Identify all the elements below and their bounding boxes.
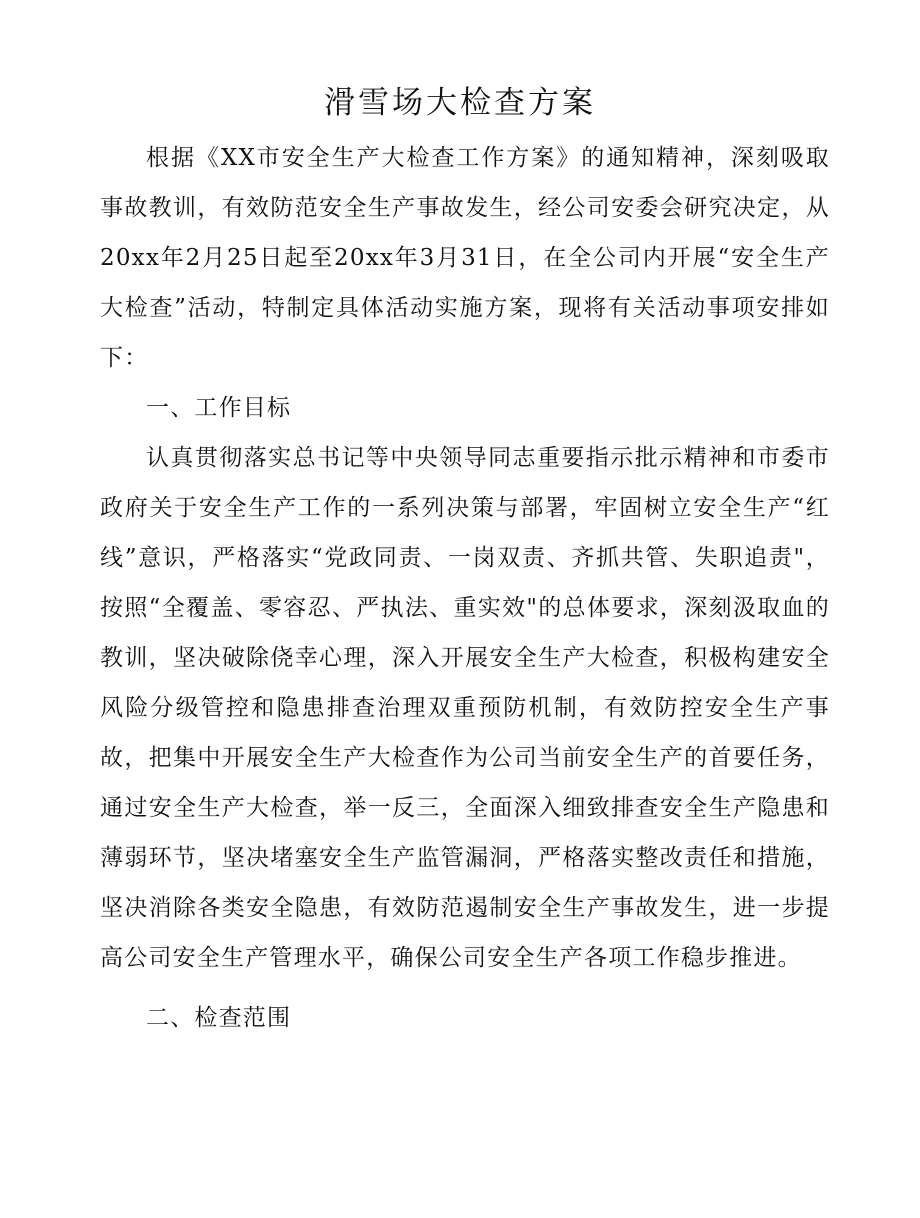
document-title: 滑雪场大检查方案: [324, 85, 596, 121]
section-heading-work-goal: 一、工作目标: [146, 395, 292, 421]
work-goal-paragraph: 认真贯彻落实总书记等中央领导同志重要指示批示精神和市委市政府关于安全生产工作的一系列决策与部署，牢固树立安全生产“红线”意识，严格落实“党政同责、一岗双责、齐抓共管、失职追责"，按照“全覆盖、零容忍、严执法、重实效"的总体要求，深刻汲取血的教训，坚决破除侥幸心理，深入开展安全生产大检查，积极构建安全风险分级管控和隐患排查治理双重预防机制，有效防控安全生产事故，把集中开展安全生产大检查作为公司当前安全生产的首要任务，通过安全生产大检查，举一反三，全面深入细致排查安全生产隐患和薄弱环节，坚决堵塞安全生产监管漏洞，严格落实整改责任和措施，坚决消除各类安全隐患，有效防范遏制安全生产事故发生，进一步提高公司安全生产管理水平，确保公司安全生产各项工作稳步推进。: [100, 445, 830, 971]
section-heading-inspection-scope: 二、检查范围: [146, 1005, 292, 1031]
document-body: [100, 133, 830, 1043]
intro-paragraph: 根据《XX市安全生产大检查工作方案》的通知精神，深刻吸取事故教训，有效防范安全生产事故发生，经公司安委会研究决定，从20xx年2月25日起至20xx年3月31日，在全公司内开展“安全生产大检查”活动，特制定具体活动实施方案，现将有关活动事项安排如下：: [100, 145, 830, 371]
